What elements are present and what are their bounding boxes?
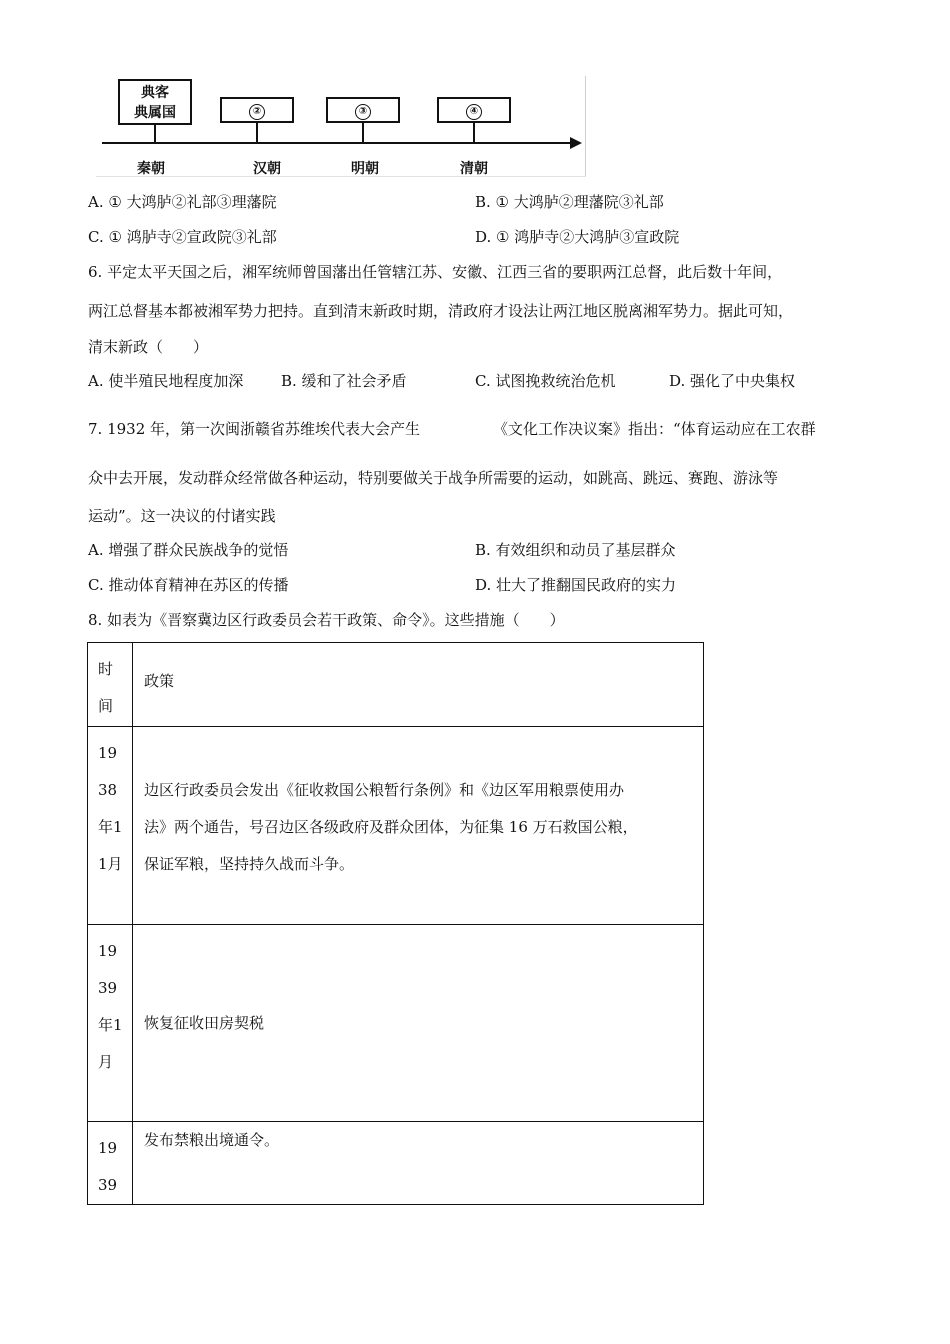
timeline-box-2 bbox=[220, 97, 294, 123]
row3-policy-line-1: 发布禁粮出境通令。 bbox=[144, 1131, 280, 1149]
timeline-box-4 bbox=[437, 97, 511, 123]
q6-option-a: A. 使半殖民地程度加深 bbox=[88, 372, 244, 390]
row2-policy-line-1: 恢复征收田房契税 bbox=[144, 1014, 265, 1032]
row1-policy-line-1: 边区行政委员会发出《征收救国公粮暂行条例》和《边区军用粮票使用办 bbox=[144, 781, 625, 799]
row2-time: 1939年1月 bbox=[98, 942, 123, 1071]
q7-stem-line-2: 众中去开展，发动群众经常做各种运动，特别要做关于战争所需要的运动，如跳高、跳远、赛跑、游泳等 bbox=[88, 469, 779, 487]
timeline-arrow-icon bbox=[570, 137, 582, 149]
diagram-frame-bottom bbox=[96, 176, 586, 177]
q5-option-b: B. ① 大鸿胪②理藩院③礼部 bbox=[475, 193, 664, 211]
era-label-qin: 秦朝 bbox=[137, 161, 165, 177]
q6-option-b: B. 缓和了社会矛盾 bbox=[281, 372, 407, 390]
q7-option-b: B. 有效组织和动员了基层群众 bbox=[475, 541, 676, 559]
q7-option-a: A. 增强了群众民族战争的觉悟 bbox=[88, 541, 289, 559]
timeline-box-qin-line1: 典客 bbox=[141, 85, 169, 101]
q7-option-d: D. 壮大了推翻国民政府的实力 bbox=[475, 576, 677, 594]
q6-stem-line-2: 两江总督基本都被湘军势力把持。直到清末新政时期，清政府才设法让两江地区脱离湘军势力。据此可知， bbox=[88, 302, 794, 320]
q7-option-c: C. 推动体育精神在苏区的传播 bbox=[88, 576, 289, 594]
header-cell-time bbox=[88, 643, 133, 727]
diagram-frame-right bbox=[585, 76, 586, 176]
table-cell-policy bbox=[133, 1122, 704, 1205]
timeline-stem-2 bbox=[256, 123, 258, 142]
timeline-box-3 bbox=[326, 97, 400, 123]
timeline-box-4-label: ④ bbox=[466, 104, 482, 120]
timeline-box-qin-line2: 典属国 bbox=[134, 105, 176, 121]
row3-time: 1939 bbox=[98, 1139, 118, 1194]
table-cell-policy bbox=[133, 925, 704, 1122]
timeline-box-2-label: ② bbox=[249, 104, 265, 120]
table-cell-time bbox=[88, 925, 133, 1122]
q5-option-c: C. ① 鸿胪寺②宣政院③礼部 bbox=[88, 228, 277, 246]
q7-stem-line-1a: 7. 1932 年，第一次闽浙赣省苏维埃代表大会产生 bbox=[88, 420, 421, 438]
timeline-stem-3 bbox=[362, 123, 364, 142]
policy-table bbox=[87, 642, 704, 1205]
dynasty-timeline-diagram bbox=[96, 76, 588, 180]
era-label-ming: 明朝 bbox=[351, 161, 379, 177]
q7-stem-line-1b: 《文化工作决议案》指出：“体育运动应在工农群 bbox=[493, 420, 816, 438]
table-cell-time bbox=[88, 727, 133, 925]
timeline-box-qin bbox=[118, 79, 192, 125]
table-row bbox=[88, 1122, 704, 1205]
q6-stem-line-1: 6. 平定太平天国之后，湘军统师曾国藩出任管辖江苏、安徽、江西三省的要职两江总督，此后数十年间， bbox=[88, 263, 783, 281]
era-label-han: 汉朝 bbox=[253, 161, 281, 177]
era-label-qing: 清朝 bbox=[460, 161, 488, 177]
table-cell-time bbox=[88, 1122, 133, 1205]
q6-option-c: C. 试图挽救统治危机 bbox=[475, 372, 616, 390]
q6-option-d: D. 强化了中央集权 bbox=[669, 372, 796, 390]
table-cell-policy bbox=[133, 727, 704, 925]
q7-stem-line-3: 运动”。这一决议的付诸实践 bbox=[88, 507, 276, 525]
q6-stem-line-3: 清末新政（ ） bbox=[88, 338, 209, 356]
header-cell-policy bbox=[133, 643, 704, 727]
table-row bbox=[88, 727, 704, 925]
header-time: 时间 bbox=[98, 660, 114, 715]
q8-stem: 8. 如表为《晋察冀边区行政委员会若干政策、命令》。这些措施（ ） bbox=[88, 611, 565, 629]
timeline-stem-4 bbox=[473, 123, 475, 142]
table-header-row bbox=[88, 643, 704, 727]
timeline-box-3-label: ③ bbox=[355, 104, 371, 120]
q5-option-a: A. ① 大鸿胪②礼部③理藩院 bbox=[88, 193, 277, 211]
timeline-axis bbox=[102, 142, 572, 144]
header-policy: 政策 bbox=[144, 672, 175, 690]
table-row bbox=[88, 925, 704, 1122]
q5-option-d: D. ① 鸿胪寺②大鸿胪③宣政院 bbox=[475, 228, 680, 246]
timeline-stem-qin bbox=[154, 125, 156, 142]
row1-policy-line-2: 法》两个通告，号召边区各级政府及群众团体，为征集 16 万石救国公粮， bbox=[144, 818, 638, 836]
row1-time: 1938年11月 bbox=[98, 744, 123, 873]
row1-policy-line-3: 保证军粮，坚持持久战而斗争。 bbox=[144, 855, 355, 873]
